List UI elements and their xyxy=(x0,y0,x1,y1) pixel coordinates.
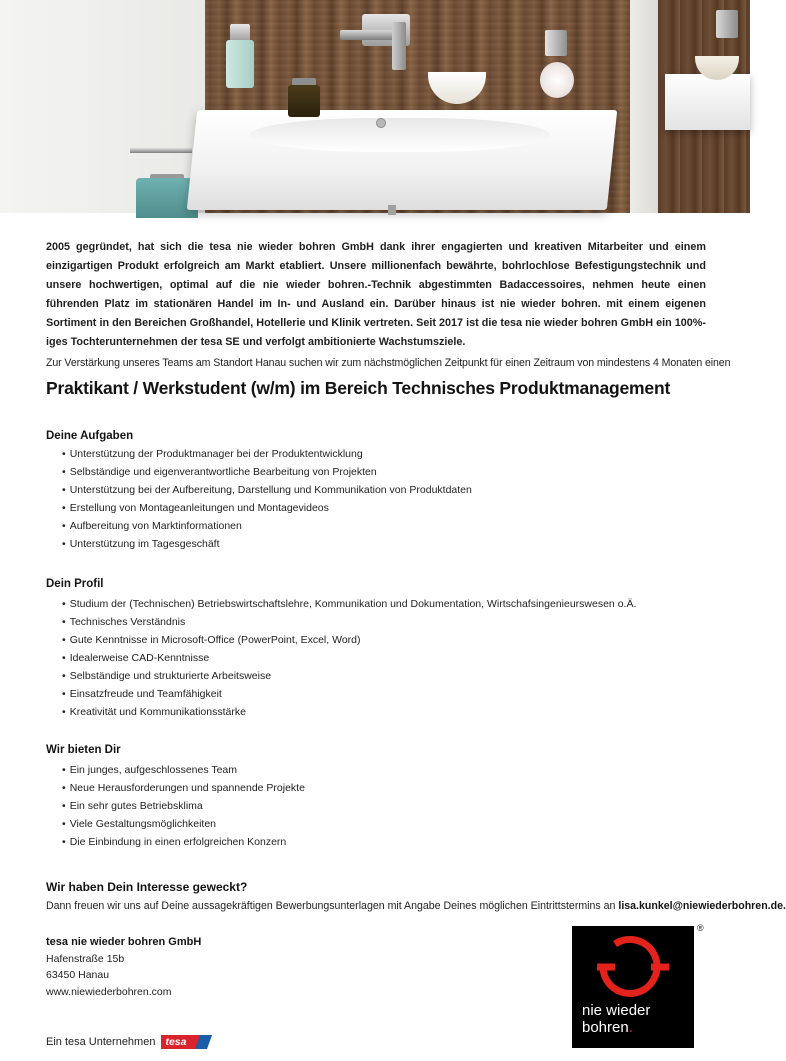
offer-list xyxy=(62,761,305,851)
logo-ring-icon xyxy=(595,934,671,1000)
faucet-spout xyxy=(340,30,398,40)
offer-heading: Wir bieten Dir xyxy=(46,744,121,756)
wall-hook xyxy=(545,30,567,56)
tesa-logo-text: tesa xyxy=(165,1036,187,1048)
tesa-logo-badge xyxy=(161,1035,207,1049)
hero-image xyxy=(0,0,750,213)
list-item: • Selbständige und strukturierte Arbeitsweise xyxy=(62,667,636,685)
list-item: • Ein junges, aufgeschlossenes Team xyxy=(62,761,305,779)
drain xyxy=(376,118,386,128)
list-item: • Selbständige und eigenverantwortliche Bearbeitung von Projekten xyxy=(62,463,472,481)
application-text xyxy=(46,900,786,912)
list-item: • Unterstützung bei der Aufbereitung, Darstellung und Kommunikation von Produktdaten xyxy=(62,481,472,499)
profile-list xyxy=(62,595,636,721)
mirror-edge xyxy=(630,0,658,213)
footer-text: Ein tesa Unternehmen xyxy=(46,1036,156,1048)
logo-wordmark xyxy=(582,1002,650,1036)
list-item: • Studium der (Technischen) Betriebswirtschaftslehre, Kommunikation und Dokumentation, Wirtschafsingenieurswesen o.Ä. xyxy=(62,595,636,613)
basin-bowl xyxy=(250,118,550,152)
logo-line-2-text: bohren xyxy=(582,1019,629,1036)
interest-heading: Wir haben Dein Interesse geweckt? xyxy=(46,880,248,894)
drain-pipe xyxy=(388,205,396,215)
niewiederbohren-logo xyxy=(572,926,694,1048)
intro-block xyxy=(46,238,706,352)
company-website-link[interactable]: www.niewiederbohren.com xyxy=(46,985,172,998)
list-item: • Erstellung von Montageanleitungen und Montagevideos xyxy=(62,499,472,517)
list-item: • Neue Herausforderungen und spannende Projekte xyxy=(62,779,305,797)
towel-bar xyxy=(130,148,192,153)
list-item: • Unterstützung der Produktmanager bei der Produktentwicklung xyxy=(62,445,472,463)
wall-holder xyxy=(716,10,738,38)
list-item: • Viele Gestaltungsmöglichkeiten xyxy=(62,815,305,833)
footer xyxy=(46,1035,207,1049)
list-item: • Ein sehr gutes Betriebsklima xyxy=(62,797,305,815)
application-sentence: Dann freuen wir uns auf Deine aussagekräftigen Bewerbungsunterlagen mit Angabe Deines möglichen Eintrittstermins an xyxy=(46,900,619,912)
company-name: tesa nie wieder bohren GmbH xyxy=(46,936,202,948)
registered-mark: ® xyxy=(697,923,704,933)
cosmetic-jar xyxy=(288,85,320,117)
bath-sponge xyxy=(540,62,574,98)
list-item: • Einsatzfreude und Teamfähigkeit xyxy=(62,685,636,703)
list-item: • Aufbereitung von Marktinformationen xyxy=(62,517,472,535)
profile-heading: Dein Profil xyxy=(46,578,104,590)
list-item: • Kreativität und Kommunikationsstärke xyxy=(62,703,636,721)
logo-line-1: nie wieder xyxy=(582,1002,651,1019)
list-item: • Die Einbindung in einen erfolgreichen Konzern xyxy=(62,833,305,851)
faucet-lever xyxy=(392,22,406,70)
list-item: • Idealerweise CAD-Kenntnisse xyxy=(62,649,636,667)
contact-email-link[interactable]: lisa.kunkel@niewiederbohren.de. xyxy=(618,900,786,912)
logo-dot: . xyxy=(628,1019,633,1036)
logo-line-2 xyxy=(582,1019,650,1036)
second-washbasin xyxy=(665,74,750,130)
list-item: • Unterstützung im Tagesgeschäft xyxy=(62,535,472,553)
company-address xyxy=(46,934,201,1000)
company-street: Hafenstraße 15b xyxy=(46,952,125,965)
list-item: • Technisches Verständnis xyxy=(62,613,636,631)
lead-text: Zur Verstärkung unseres Teams am Standort Hanau suchen wir zum nächstmöglichen Zeitpunkt für einen Zeitraum von mindestens 4 Monaten einen xyxy=(46,357,731,369)
job-title: Praktikant / Werkstudent (w/m) im Bereich Technisches Produktmanagement xyxy=(46,378,671,398)
tasks-list xyxy=(62,445,472,553)
list-item: • Gute Kenntnisse in Microsoft-Office (PowerPoint, Excel, Word) xyxy=(62,631,636,649)
tasks-heading: Deine Aufgaben xyxy=(46,430,134,442)
intro-paragraph: 2005 gegründet, hat sich die tesa nie wieder bohren GmbH dank ihrer engagierten und kreativen Mitarbeiter und einem einzigartigen Produkt erfolgreich am Markt etabliert. Unsere millionenfach bewährte, bohrlochlose Befestigungstechnik und unsere hochwertigen, optimal auf die nie wieder bohren.-Technik abgestimmten Badaccessoires, nehmen heute einen führenden Platz im stationären Handel im In- und Ausland ein. Darüber hinaus ist nie wieder bohren. mit einem eigenen Sortiment in den Bereichen Großhandel, Hotellerie und Klinik vertreten. Seit 2017 ist die tesa nie wieder bohren GmbH ein 100%-iges Tochterunternehmen der tesa SE und verfolgt ambitionierte Wachstumsziele. xyxy=(46,241,706,348)
soap-dispenser xyxy=(226,40,254,88)
company-city: 63450 Hanau xyxy=(46,969,110,981)
